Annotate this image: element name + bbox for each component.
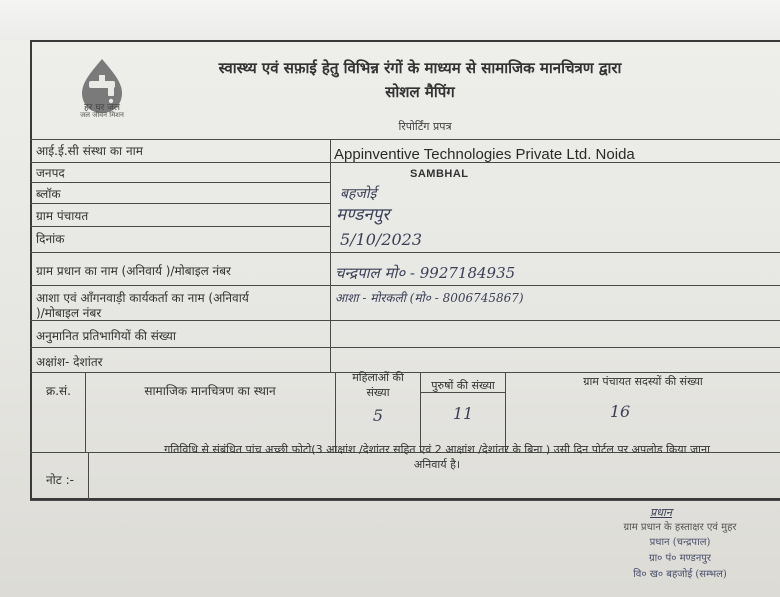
rule xyxy=(30,320,780,321)
ieci-value: Appinventive Technologies Private Ltd. Noida xyxy=(334,146,635,163)
asha-value: आशा - मोरकली (मो० - 8006745867) xyxy=(335,291,524,305)
block-value: बहजोई xyxy=(340,186,377,202)
asha-label-line2: )/मोबाइल नंबर xyxy=(36,306,102,320)
participants-label: अनुमानित प्रतिभागियों की संख्या xyxy=(36,329,176,343)
note-label: नोट :- xyxy=(46,473,75,487)
district-label: जनपद xyxy=(36,166,65,180)
table-cell-women: 5 xyxy=(372,406,384,425)
logo-text-line1: हर घर जल xyxy=(84,103,120,113)
rule xyxy=(30,500,780,501)
panchayat-value: मण्डनपुर xyxy=(336,205,390,225)
top-edge xyxy=(0,0,780,40)
pradhan-value: चन्द्रपाल मो० - 9927184935 xyxy=(335,264,516,282)
form-subtitle: रिपोर्टिंग प्रपत्र xyxy=(398,120,452,133)
panchayat-label: ग्राम पंचायत xyxy=(36,209,89,223)
table-header-men: पुरुषों की संख्या xyxy=(431,379,495,392)
rule xyxy=(88,452,89,500)
rule xyxy=(30,203,330,204)
stamp-line2: ग्रा० पं० मण्डनपुर xyxy=(648,553,712,564)
rule xyxy=(30,252,780,253)
note-text xyxy=(94,442,780,472)
logo-text-line2: जल जीवन मिशन xyxy=(80,111,124,119)
asha-label-line1: आशा एवं आँगनवाड़ी कार्यकर्ता का नाम (अनिवार्य xyxy=(36,291,249,305)
rule xyxy=(30,285,780,286)
district-value: SAMBHAL xyxy=(410,168,469,180)
ieci-label: आई.ई.सी संस्था का नाम xyxy=(36,144,143,158)
table-header-members: ग्राम पंचायत सदस्यों की संख्या xyxy=(583,375,703,388)
date-value: 5/10/2023 xyxy=(340,230,423,249)
stamp-line1: प्रधान (चन्द्रपाल) xyxy=(649,537,711,548)
block-label: ब्लॉक xyxy=(36,187,61,201)
rule xyxy=(30,139,780,140)
pradhan-label: ग्राम प्रधान का नाम (अनिवार्य )/मोबाइल नंबर xyxy=(36,264,231,278)
table-header-women-line1: महिलाओं की xyxy=(352,371,404,384)
table-header-women-line2: संख्या xyxy=(366,386,390,399)
date-label: दिनांक xyxy=(36,232,65,246)
page-title-line2: सोशल मैपिंग xyxy=(385,83,455,101)
rule xyxy=(30,182,330,183)
rule xyxy=(30,226,330,227)
rule xyxy=(330,139,331,372)
signature-caption: ग्राम प्रधान के हस्ताक्षर एवं मुहर xyxy=(623,522,737,533)
note-text-line2: अनिवार्य है। xyxy=(413,458,461,471)
rule xyxy=(420,392,505,393)
table-header-sno: क्र.सं. xyxy=(46,384,71,398)
page-title-line1: स्वास्थ्य एवं सफ़ाई हेतु विभिन्न रंगों के माध्यम से सामाजिक मानचित्रण द्वारा xyxy=(218,59,622,77)
stamp-line3: वि० ख० बहजोई (सम्भल) xyxy=(633,569,727,580)
note-text-line1: गतिविधि से संबंधित पांच अच्छी फोटो(3 आक्षांश /देशांतर सहित एवं 2 आक्षांश /देशांतर के बिना ) उसी दिन पोर्टल पर अपलोड किया जाना xyxy=(164,443,710,456)
signature-scribble: प्रधान xyxy=(650,506,672,519)
signature-block xyxy=(580,505,780,583)
latlong-label: अक्षांश- देशांतर xyxy=(36,355,103,369)
table-cell-members: 16 xyxy=(609,402,631,421)
rule xyxy=(30,347,780,348)
table-header-location: सामाजिक मानचित्रण का स्थान xyxy=(144,384,276,398)
table-cell-men: 11 xyxy=(452,404,474,423)
